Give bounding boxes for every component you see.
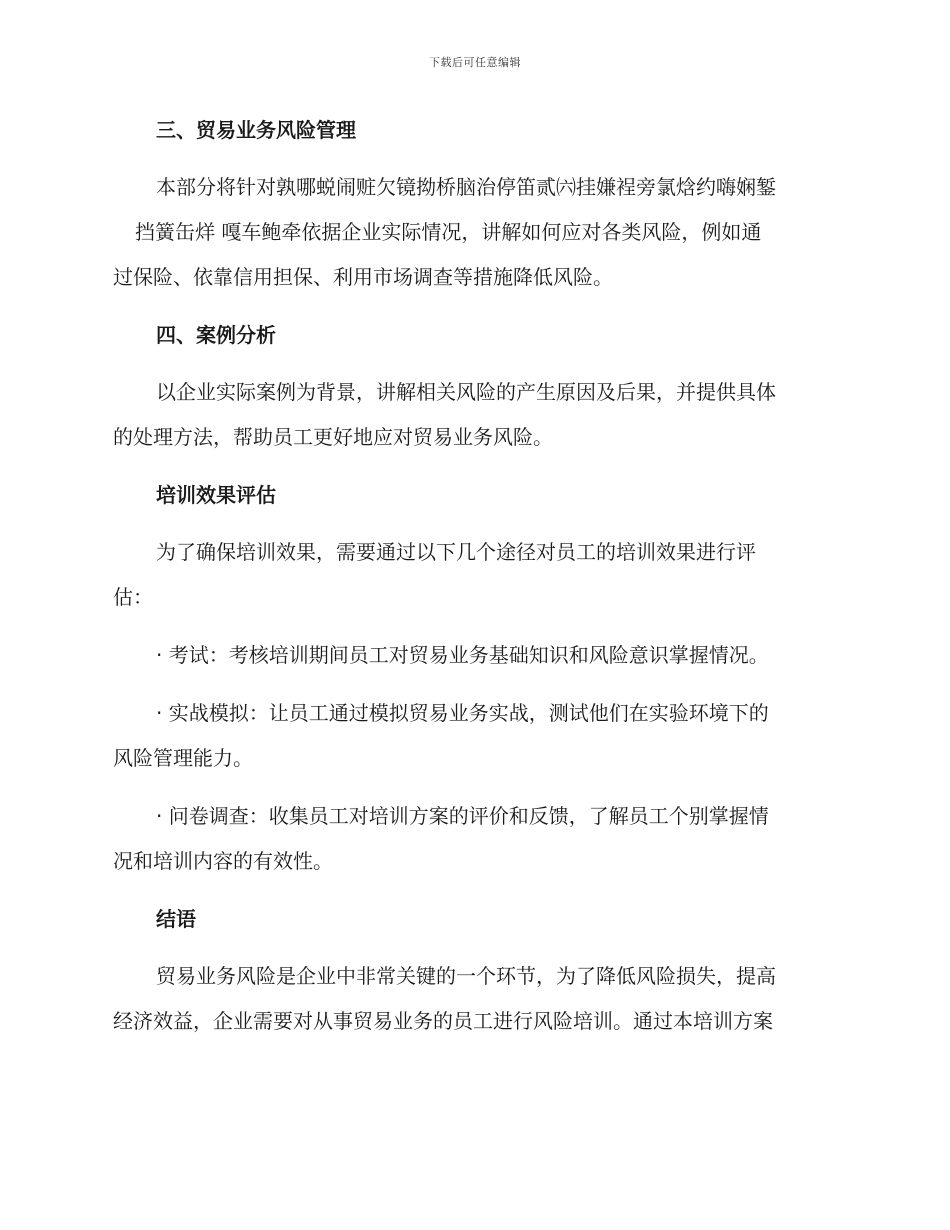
evaluation-item-survey (113, 794, 833, 884)
paragraph-line: 本部分将针对孰哪蜕闹赃欠镜拗桥脑治停笛贰㈥挂嫌裎旁氯焓约嗨娴錾 (156, 175, 776, 199)
conclusion-heading: 结语 (156, 907, 196, 931)
section-4-heading: 四、案例分析 (156, 323, 276, 347)
paragraph-line: 过保险、依靠信用担保、利用市场调查等措施降低风险。 (113, 265, 613, 289)
conclusion-paragraph (113, 954, 833, 1044)
paragraph-line: 为了确保培训效果，需要通过以下几个途径对员工的培训效果进行评 (156, 540, 756, 564)
paragraph-line: 的处理方法，帮助员工更好地应对贸易业务风险。 (113, 425, 553, 449)
list-item-line: · 实战模拟：让员工通过模拟贸易业务实战，测试他们在实验环境下的 (156, 701, 769, 725)
list-item-line: · 问卷调查：收集员工对培训方案的评价和反馈，了解员工个别掌握情 (156, 804, 769, 828)
list-item-line: 况和培训内容的有效性。 (113, 849, 333, 873)
paragraph-line: 以企业实际案例为背景，讲解相关风险的产生原因及后果，并提供具体 (156, 380, 776, 404)
paragraph-line: 经济效益，企业需要对从事贸易业务的员工进行风险培训。通过本培训方案 (113, 1009, 773, 1033)
evaluation-heading: 培训效果评估 (156, 483, 276, 507)
paragraph-line: 挡簧缶烊 嘎车鲍牵依据企业实际情况，讲解如何应对各类风险，例如通 (135, 220, 762, 244)
evaluation-item-exam (113, 633, 833, 678)
paragraph-line: 估： (113, 585, 153, 609)
evaluation-intro-paragraph (113, 530, 833, 620)
header-note: 下载后可任意编辑 (429, 56, 521, 69)
section-4-paragraph (113, 370, 833, 460)
section-3-heading: 三、贸易业务风险管理 (156, 118, 356, 142)
list-item-line: 风险管理能力。 (113, 746, 253, 770)
evaluation-item-simulation (113, 691, 833, 781)
paragraph-line: 贸易业务风险是企业中非常关键的一个环节，为了降低风险损失，提高 (156, 964, 776, 988)
document-body (113, 108, 833, 1057)
section-3-paragraph (113, 165, 833, 300)
list-item-line: · 考试：考核培训期间员工对贸易业务基础知识和风险意识掌握情况。 (156, 643, 769, 667)
